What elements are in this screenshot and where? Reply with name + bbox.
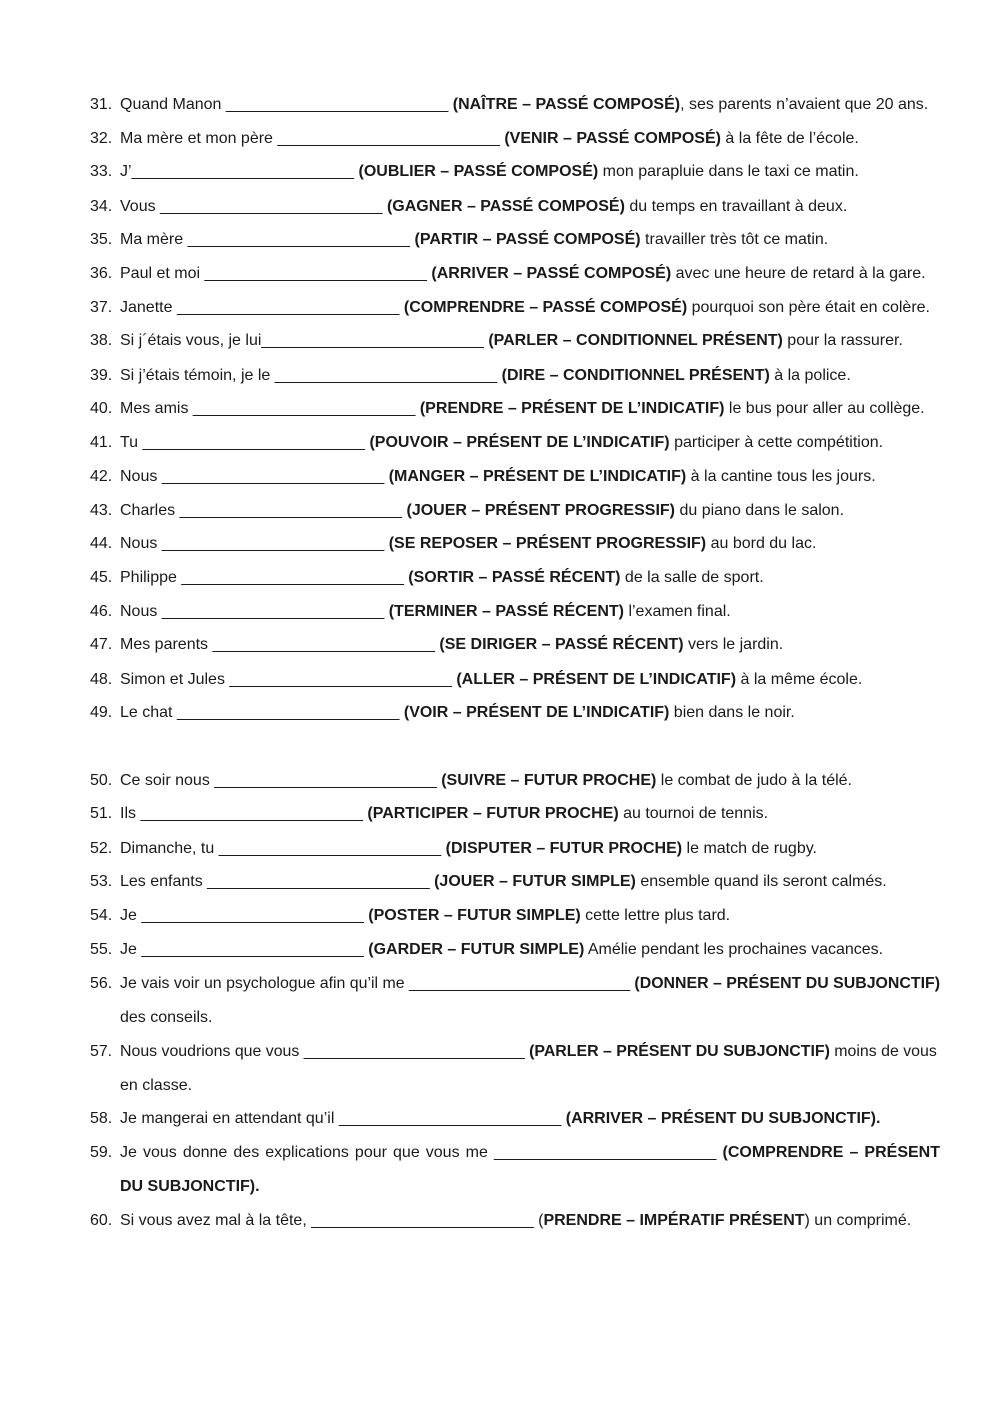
verb-tense-hint-line2: DU SUBJONCTIF). [120,1178,260,1195]
answer-blank[interactable]: _________________________ [176,299,400,316]
exercise-number: 42. [90,468,113,485]
sentence-end: du temps en travaillant à deux. [624,198,848,215]
exercise-number: 36. [90,265,113,282]
exercise-number: 55. [90,941,113,958]
verb-tense-hint: PRENDRE – IMPÉRATIF PRÉSENT [543,1212,805,1229]
answer-blank[interactable]: _________________________ [338,1110,562,1127]
verb-tense-hint: (POUVOIR – PRÉSENT DE L’INDICATIF) [369,434,670,451]
verb-tense-hint: (DIRE – CONDITIONNEL PRÉSENT) [501,367,770,384]
sentence-start: Nous [120,603,162,620]
sentence-end: le combat de judo à la télé. [656,772,852,789]
sentence-start: Nous voudrions que vous [120,1043,304,1060]
answer-blank[interactable]: _________________________ [225,96,449,113]
sentence-end: à la même école. [736,671,863,688]
exercise-48 [90,663,940,697]
exercise-58 [90,1102,940,1136]
exercise-number: 45. [90,569,113,586]
exercise-number: 47. [90,636,113,653]
verb-tense-hint: (SE REPOSER – PRÉSENT PROGRESSIF) [388,535,707,552]
verb-tense-hint: (ARRIVER – PASSÉ COMPOSÉ) [431,265,672,282]
verb-tense-hint: (POSTER – FUTUR SIMPLE) [368,907,581,924]
answer-blank[interactable]: _________________________ [212,636,435,653]
sentence-end: participer à cette compétition. [669,434,884,451]
verb-tense-hint: (SORTIR – PASSÉ RÉCENT) [408,569,621,586]
sentence-end: au tournoi de tennis. [618,805,769,822]
sentence-start: Nous [120,535,162,552]
exercise-number: 54. [90,907,113,924]
exercise-44 [90,527,940,561]
sentence-end: pour la rassurer. [782,332,903,349]
exercise-number: 59. [90,1144,113,1161]
exercise-number: 32. [90,130,113,147]
answer-blank[interactable]: _________________________ [160,198,383,215]
sentence-end: un comprimé. [809,1212,912,1229]
answer-blank[interactable]: _________________________ [142,434,365,451]
exercise-number: 41. [90,434,113,451]
verb-tense-hint: (GAGNER – PASSÉ COMPOSÉ) [386,198,625,215]
sentence-start: Simon et Jules [120,671,230,688]
answer-blank[interactable]: _________________________ [493,1144,717,1161]
verb-tense-hint: (TERMINER – PASSÉ RÉCENT) [388,603,624,620]
answer-blank[interactable]: _________________________ [229,671,452,688]
answer-blank[interactable]: _________________________ [181,569,404,586]
exercise-number: 39. [90,367,113,384]
sentence-start: Ce soir nous [120,772,215,789]
verb-tense-hint: (SE DIRIGER – PASSÉ RÉCENT) [439,636,684,653]
verb-tense-hint: (MANGER – PRÉSENT DE L’INDICATIF) [388,468,687,485]
exercise-number: 58. [90,1110,113,1127]
exercise-number: 51. [90,805,113,822]
verb-tense-hint: (PARTICIPER – FUTUR PROCHE) [367,805,619,822]
sentence-end: le bus pour aller au collège. [724,400,925,417]
verb-tense-hint: (PRENDRE – PRÉSENT DE L’INDICATIF) [419,400,725,417]
exercise-36 [90,257,940,291]
exercise-number: 56. [90,975,113,992]
answer-blank[interactable]: _________________________ [131,163,355,180]
sentence-start: Je vais voir un psychologue afin qu’il me [120,975,410,992]
exercise-47 [90,628,940,662]
verb-tense-hint: (GARDER – FUTUR SIMPLE) [368,941,585,958]
sentence-start: Je [120,907,142,924]
sentence-start: Dimanche, tu [120,840,219,857]
sentence-end: avec une heure de retard à la gare. [671,265,926,282]
exercise-number: 35. [90,231,113,248]
exercise-number: 48. [90,671,113,688]
verb-tense-hint: (PARTIR – PASSÉ COMPOSÉ) [414,231,641,248]
answer-blank[interactable]: _________________________ [409,975,630,992]
sentence-start: Ma mère [120,231,188,248]
answer-blank[interactable]: _________________________ [161,535,385,552]
exercise-49 [90,696,940,730]
sentence-start: Philippe [120,569,182,586]
exercise-60 [90,1204,940,1238]
exercise-32 [90,122,940,156]
exercise-number: 44. [90,535,113,552]
answer-blank[interactable]: _________________________ [140,805,363,822]
exercise-number: 40. [90,400,113,417]
exercise-54 [90,899,940,933]
sentence-end: au bord du lac. [706,535,817,552]
answer-blank[interactable]: _________________________ [311,1212,534,1229]
verb-tense-hint: (JOUER – PRÉSENT PROGRESSIF) [406,502,675,519]
exercise-number: 49. [90,704,113,721]
exercise-number: 34. [90,198,113,215]
answer-blank[interactable]: _________________________ [192,400,416,417]
exercise-50 [90,764,940,798]
verb-tense-hint-line1: (COMPRENDRE – PRÉSENT [722,1144,940,1161]
answer-blank[interactable]: _________________________ [204,265,427,282]
exercise-number: 31. [90,96,113,113]
answer-blank[interactable]: _________________________ [161,468,385,485]
sentence-end: à la cantine tous les jours. [686,468,876,485]
exercise-51 [90,797,940,831]
answer-blank[interactable]: _________________________ [274,367,498,384]
answer-blank[interactable]: _________________________ [218,840,442,857]
answer-blank[interactable]: _________________________ [176,704,400,721]
verb-tense-hint: (COMPRENDRE – PASSÉ COMPOSÉ) [403,299,688,316]
exercise-number: 38. [90,332,113,349]
exercise-number: 43. [90,502,113,519]
exercise-56 [90,967,940,1035]
sentence-start: Charles [120,502,180,519]
sentence-start: Quand Manon [120,96,226,113]
sentence-end: à la police. [769,367,851,384]
exercise-number: 46. [90,603,113,620]
verb-tense-hint: (SUIVRE – FUTUR PROCHE) [441,772,657,789]
sentence-end: bien dans le noir. [669,704,795,721]
verb-tense-hint: (VENIR – PASSÉ COMPOSÉ) [504,130,721,147]
exercise-number: 52. [90,840,113,857]
exercise-40 [90,392,940,426]
verb-tense-hint: (DISPUTER – FUTUR PROCHE) [445,840,683,857]
sentence-start: Ma mère et mon père [120,130,278,147]
answer-blank[interactable]: _________________________ [261,332,484,349]
exercise-number: 60. [90,1212,113,1229]
answer-blank[interactable]: _________________________ [207,873,430,890]
exercise-41 [90,426,940,460]
exercise-37 [90,291,940,325]
exercise-number: 50. [90,772,113,789]
sentence-start: Janette [120,299,177,316]
sentence-start: Je mangerai en attendant qu’il [120,1110,339,1127]
sentence-end: des conseils. [120,1009,213,1026]
exercise-34 [90,190,940,224]
exercise-number: 57. [90,1043,113,1060]
sentence-end: du piano dans le salon. [675,502,845,519]
sentence-start: Si j´étais vous, je lui [120,332,262,349]
exercise-number: 53. [90,873,113,890]
answer-blank[interactable]: _________________________ [214,772,437,789]
verb-tense-hint: (DONNER – PRÉSENT DU SUBJONCTIF) [634,975,940,992]
verb-tense-hint: (ARRIVER – PRÉSENT DU SUBJONCTIF). [565,1110,881,1127]
exercise-38 [90,324,940,358]
verb-tense-hint: (NAÎTRE – PASSÉ COMPOSÉ) [452,96,681,113]
sentence-start: Mes parents [120,636,213,653]
verb-tense-hint: (PARLER – CONDITIONNEL PRÉSENT) [488,332,783,349]
sentence-start: Tu [120,434,143,451]
sentence-start: Mes amis [120,400,193,417]
sentence-end: cette lettre plus tard. [580,907,731,924]
exercise-43 [90,494,940,528]
sentence-start: Si vous avez mal à la tête, [120,1212,312,1229]
verb-tense-hint: (OUBLIER – PASSÉ COMPOSÉ) [358,163,599,180]
hint-open-paren: ( [538,1212,544,1229]
sentence-start: Les enfants [120,873,208,890]
sentence-start: Le chat [120,704,177,721]
exercise-45 [90,561,940,595]
answer-blank[interactable]: _________________________ [161,603,385,620]
exercise-42 [90,460,940,494]
sentence-end-line1: moins de vous [829,1043,937,1060]
answer-blank[interactable]: _________________________ [179,502,403,519]
exercise-53 [90,865,940,899]
exercise-39 [90,359,940,393]
sentence-end: l’examen final. [624,603,731,620]
sentence-start: Je [120,941,142,958]
sentence-end: travailler très tôt ce matin. [640,231,829,248]
sentence-end-line2: en classe. [120,1077,193,1094]
answer-blank[interactable]: _________________________ [141,941,364,958]
sentence-end: pourquoi son père était en colère. [687,299,930,316]
sentence-end: mon parapluie dans le taxi ce matin. [598,163,859,180]
sentence-end: de la salle de sport. [620,569,764,586]
sentence-end: à la fête de l’école. [720,130,859,147]
answer-blank[interactable]: _________________________ [303,1043,525,1060]
sentence-end: le match de rugby. [682,840,817,857]
answer-blank[interactable]: _________________________ [141,907,364,924]
verb-tense-hint: (ALLER – PRÉSENT DE L’INDICATIF) [456,671,737,688]
sentence-start: Je vous donne des explications pour que vous me [120,1144,494,1161]
exercise-59 [90,1136,940,1204]
sentence-start: J’ [120,163,132,180]
exercise-number: 33. [90,163,113,180]
sentence-start: Paul et moi [120,265,205,282]
exercise-33 [90,155,940,189]
exercise-35 [90,223,940,257]
sentence-start: Nous [120,468,162,485]
exercise-52 [90,832,940,866]
verb-tense-hint: (JOUER – FUTUR SIMPLE) [434,873,636,890]
verb-tense-hint: (PARLER – PRÉSENT DU SUBJONCTIF) [529,1043,830,1060]
exercise-31 [90,88,940,122]
hint-close-paren: ) [804,1212,810,1229]
sentence-end: Amélie pendant les prochaines vacances. [584,941,884,958]
exercise-55 [90,933,940,967]
verb-tense-hint: (VOIR – PRÉSENT DE L’INDICATIF) [403,704,670,721]
sentence-end: , ses parents n’avaient que 20 ans. [680,96,929,113]
sentence-end: ensemble quand ils seront calmés. [635,873,887,890]
exercise-57 [90,1035,940,1103]
exercise-number: 37. [90,299,113,316]
answer-blank[interactable]: _________________________ [277,130,500,147]
exercise-46 [90,595,940,629]
sentence-start: Si j’étais témoin, je le [120,367,275,384]
answer-blank[interactable]: _________________________ [187,231,411,248]
sentence-end: vers le jardin. [683,636,784,653]
sentence-start: Vous [120,198,161,215]
sentence-start: Ils [120,805,141,822]
